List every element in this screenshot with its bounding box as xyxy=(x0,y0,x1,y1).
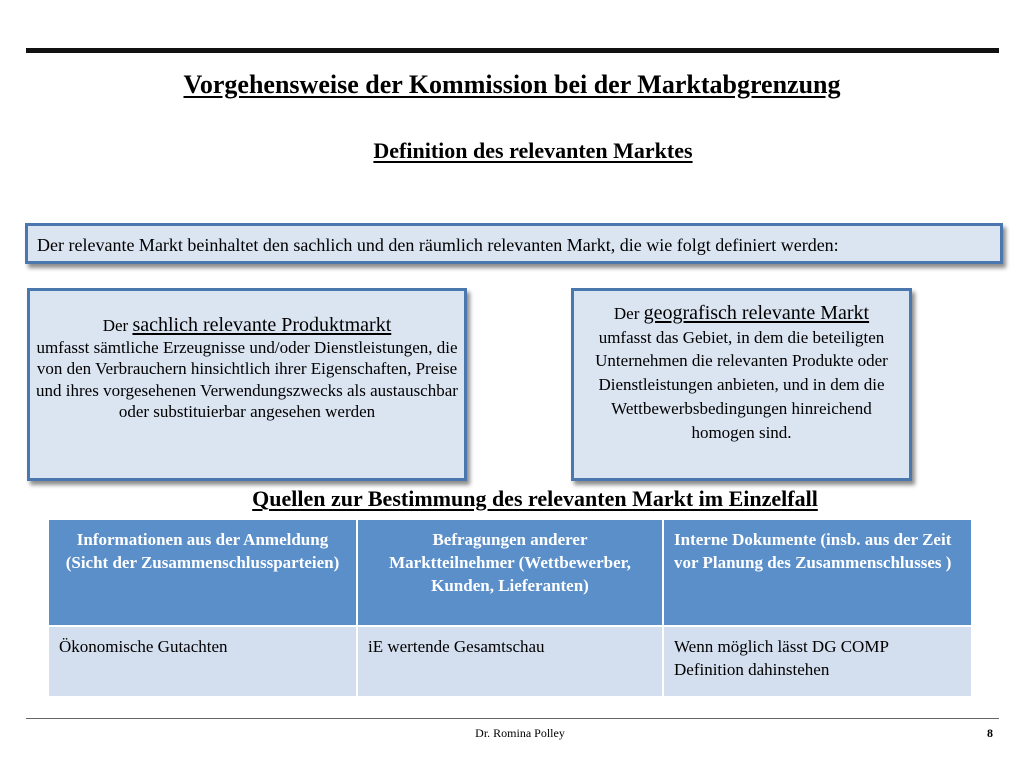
table-cell-definition-left-open: Wenn möglich lässt DG COMP Definition dahinstehen xyxy=(663,626,971,696)
slide-title: Vorgehensweise der Kommission bei der Marktabgrenzung xyxy=(183,70,841,99)
product-market-definition: umfasst sämtliche Erzeugnisse und/oder Dienstleistungen, die von den Verbrauchern hinsichtlich ihrer Eigenschaften, Preise und ihres vorgesehenen Verwendungszwecks als austauschbar oder substituierbar angesehen werden xyxy=(36,337,458,422)
table-header-cell-registration: Informationen aus der Anmeldung (Sicht der Zusammenschlussparteien) xyxy=(49,520,357,626)
sources-table-header-row xyxy=(49,520,971,626)
table-header-cell-surveys: Befragungen anderer Marktteilnehmer (Wettbewerber, Kunden, Lieferanten) xyxy=(357,520,663,626)
geographic-market-box xyxy=(571,288,912,481)
geographic-market-term: geografisch relevante Markt xyxy=(643,302,870,324)
bottom-rule xyxy=(26,718,999,719)
product-market-term: sachlich relevante Produktmarkt xyxy=(132,314,392,336)
product-market-prefix: Der xyxy=(102,316,133,335)
footer-author: Dr. Romina Polley xyxy=(475,726,565,740)
table-row xyxy=(49,626,971,696)
table-header-cell-internal-documents: Interne Dokumente (insb. aus der Zeit vor Planung des Zusammenschlusses ) xyxy=(663,520,971,626)
slide-subtitle: Definition des relevanten Marktes xyxy=(373,138,693,163)
product-market-box xyxy=(27,288,467,481)
table-cell-overall-assessment: iE wertende Gesamtschau xyxy=(357,626,663,696)
table-cell-economic-reports: Ökonomische Gutachten xyxy=(49,626,357,696)
sources-table xyxy=(49,520,971,696)
geographic-market-prefix: Der xyxy=(613,304,644,323)
intro-text: Der relevante Markt beinhaltet den sachlich und den räumlich relevanten Markt, die wie folgt definiert werden: xyxy=(37,235,839,255)
page-number: 8 xyxy=(987,726,993,740)
geographic-market-definition: umfasst das Gebiet, in dem die beteiligten Unternehmen die relevanten Produkte oder Dienstleistungen anbieten, und in dem die Wettbewerbsbedingungen hinreichend homogen sind. xyxy=(595,327,888,442)
top-rule xyxy=(26,48,999,53)
sources-heading: Quellen zur Bestimmung des relevanten Markt im Einzelfall xyxy=(252,486,818,511)
intro-box xyxy=(25,223,1003,264)
